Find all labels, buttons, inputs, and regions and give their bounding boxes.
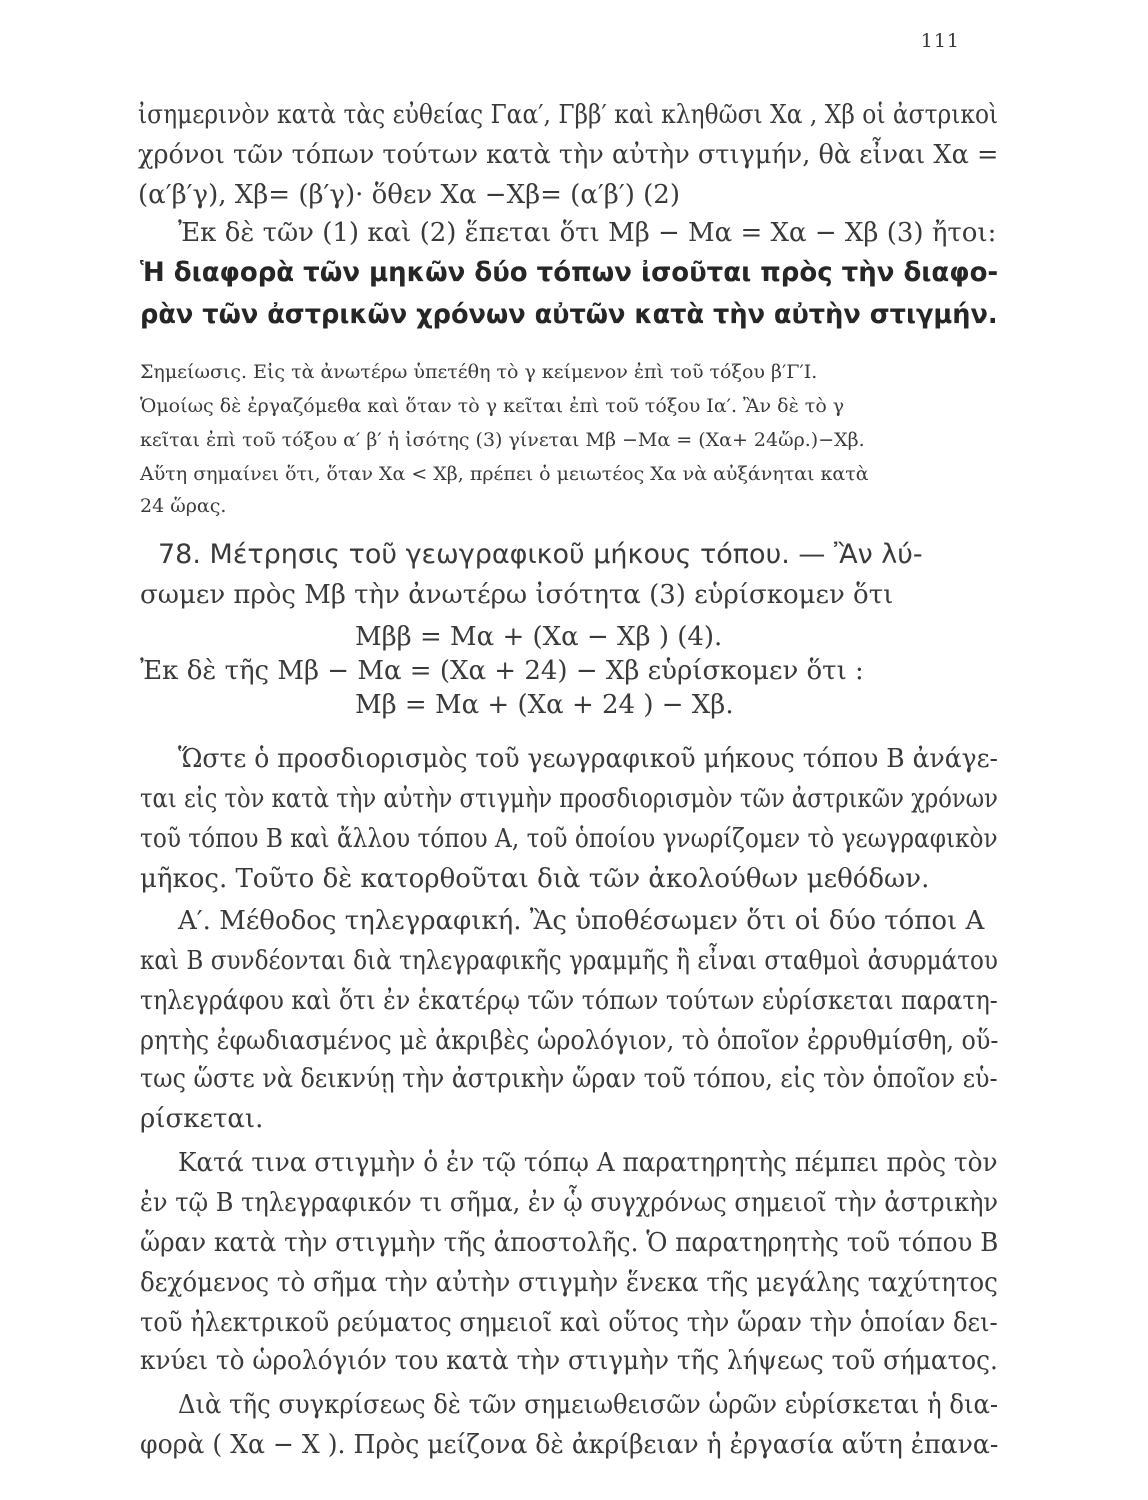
method-heading-line: Α′. Μέθοδος τηλεγραφική. Ἂς ὑποθέσωμεν ὅτι οἱ δύο τόποι A	[178, 906, 985, 936]
text-line: κνύει τὸ ὡρολόγιόν του κατὰ τὴν στιγμὴν τῆς λήψεως τοῦ σήματος.	[140, 1346, 998, 1376]
text-line: ται εἰς τὸν κατὰ τὴν αὐτὴν στιγμὴν προσδιορισμὸν τῶν ἀστρικῶν χρόνων	[140, 784, 998, 814]
text-line: Διὰ τῆς συγκρίσεως δὲ τῶν σημειωθεισῶν ὡρῶν εὑρίσκεται ἡ δια-	[178, 1390, 999, 1420]
note-line: Ὁμοίως δὲ ἐργαζόμεθα καὶ ὅταν τὸ γ κεῖται ἐπὶ τοῦ τόξου Ια′. Ἂν δὲ τὸ γ	[140, 395, 845, 417]
note-line: 24 ὥρας.	[140, 495, 227, 517]
theorem-line: ρὰν τῶν ἀστρικῶν χρόνων αὐτῶν κατὰ τὴν αὐτὴν στιγμήν.	[140, 299, 998, 330]
section-heading-78: 78. Μέτρησις τοῦ γεωγραφικοῦ μήκους τόπου. — Ἂν λύ-	[158, 539, 923, 570]
page-number: 111	[920, 30, 960, 52]
text-line: καὶ B συνδέονται διὰ τηλεγραφικῆς γραμμῆς ἢ εἶναι σταθμοὶ ἀσυρμάτου	[140, 946, 998, 976]
note-line: Αὕτη σημαίνει ὅτι, ὅταν Xα < Xβ, πρέπει ὁ μειωτέος Xα νὰ αὐξάνηται κατὰ	[140, 463, 869, 485]
note-line: Σημείωσις. Εἰς τὰ ἀνωτέρω ὑπετέθη τὸ γ κείμενον ἐπὶ τοῦ τόξου β′Γ′Ι.	[140, 361, 818, 383]
text-line: Ὥστε ὁ προσδιορισμὸς τοῦ γεωγραφικοῦ μήκους τόπου B ἀνάγε-	[178, 744, 999, 774]
note-line: κεῖται ἐπὶ τοῦ τόξου α′ β′ ἡ ἰσότης (3) γίνεται Mβ −Mα = (Xα+ 24ὥρ.)−Xβ.	[140, 429, 865, 451]
text-line: ρητὴς ἐφωδιασμένος μὲ ἀκριβὲς ὡρολόγιον, τὸ ὁποῖον ἐρρυθμίσθη, οὕ-	[140, 1026, 999, 1056]
text-line: ὥραν κατὰ τὴν στιγμὴν τῆς ἀποστολῆς. Ὁ παρατηρητὴς τοῦ τόπου B	[140, 1228, 999, 1258]
equation-4: Mββ = Mα + (Xα − Xβ ) (4).	[355, 622, 723, 652]
text-line: ἰσημερινὸν κατὰ τὰς εὐθείας Γαα′, Γββ′ καὶ κληθῶσι Xα , Xβ οἱ ἀστρικοὶ	[138, 100, 999, 130]
text-line: μῆκος. Τοῦτο δὲ κατορθοῦται διὰ τῶν ἀκολούθων μεθόδων.	[140, 864, 930, 894]
text-line: ρίσκεται.	[140, 1104, 264, 1134]
text-line: τηλεγράφου καὶ ὅτι ἐν ἑκατέρῳ τῶν τόπων τούτων εὑρίσκεται παρατη-	[140, 986, 998, 1016]
text-line: (α′β′γ), Xβ= (β′γ)· ὅθεν Xα −Xβ= (α′β′) (2)	[138, 180, 680, 210]
equation: Mβ = Mα + (Xα + 24 ) − Xβ.	[355, 690, 734, 720]
text-line: τοῦ τόπου B καὶ ἄλλου τόπου A, τοῦ ὁποίου γνωρίζομεν τὸ γεωγραφικὸν	[140, 824, 998, 854]
text-line: Ἐκ δὲ τῶν (1) καὶ (2) ἕπεται ὅτι Mβ − Mα = Xα − Xβ (3) ἤτοι:	[178, 218, 997, 248]
text-line: Ἐκ δὲ τῆς Mβ − Mα = (Xα + 24) − Xβ εὑρίσκομεν ὅτι :	[140, 656, 864, 686]
text-line: σωμεν πρὸς Mβ τὴν ἀνωτέρω ἰσότητα (3) εὑρίσκομεν ὅτι	[140, 580, 894, 610]
text-line: χρόνοι τῶν τόπων τούτων κατὰ τὴν αὐτὴν στιγμήν, θὰ εἶναι Xα =	[138, 140, 999, 170]
text-line: δεχόμενος τὸ σῆμα τὴν αὐτὴν στιγμὴν ἕνεκα τῆς μεγάλης ταχύτητος	[140, 1268, 998, 1298]
text-line: τοῦ ἠλεκτρικοῦ ρεύματος σημειοῖ καὶ οὕτος τὴν ὥραν τὴν ὁποίαν δει-	[140, 1308, 998, 1338]
text-line: Κατά τινα στιγμὴν ὁ ἐν τῷ τόπῳ A παρατηρητὴς πέμπει πρὸς τὸν	[178, 1148, 998, 1178]
text-line: φορὰ ( Xα − X ). Πρὸς μείζονα δὲ ἀκρίβειαν ἡ ἐργασία αὕτη ἐπανα-	[140, 1430, 999, 1460]
text-line: ἐν τῷ B τηλεγραφικόν τι σῆμα, ἐν ᾧ συγχρόνως σημειοῖ τὴν ἀστρικὴν	[140, 1188, 999, 1218]
theorem-line: Ἡ διαφορὰ τῶν μηκῶν δύο τόπων ἰσοῦται πρὸς τὴν διαφο-	[140, 257, 999, 288]
text-line: τως ὥστε νὰ δεικνύῃ τὴν ἀστρικὴν ὥραν τοῦ τόπου, εἰς τὸν ὁποῖον εὑ-	[140, 1064, 998, 1094]
